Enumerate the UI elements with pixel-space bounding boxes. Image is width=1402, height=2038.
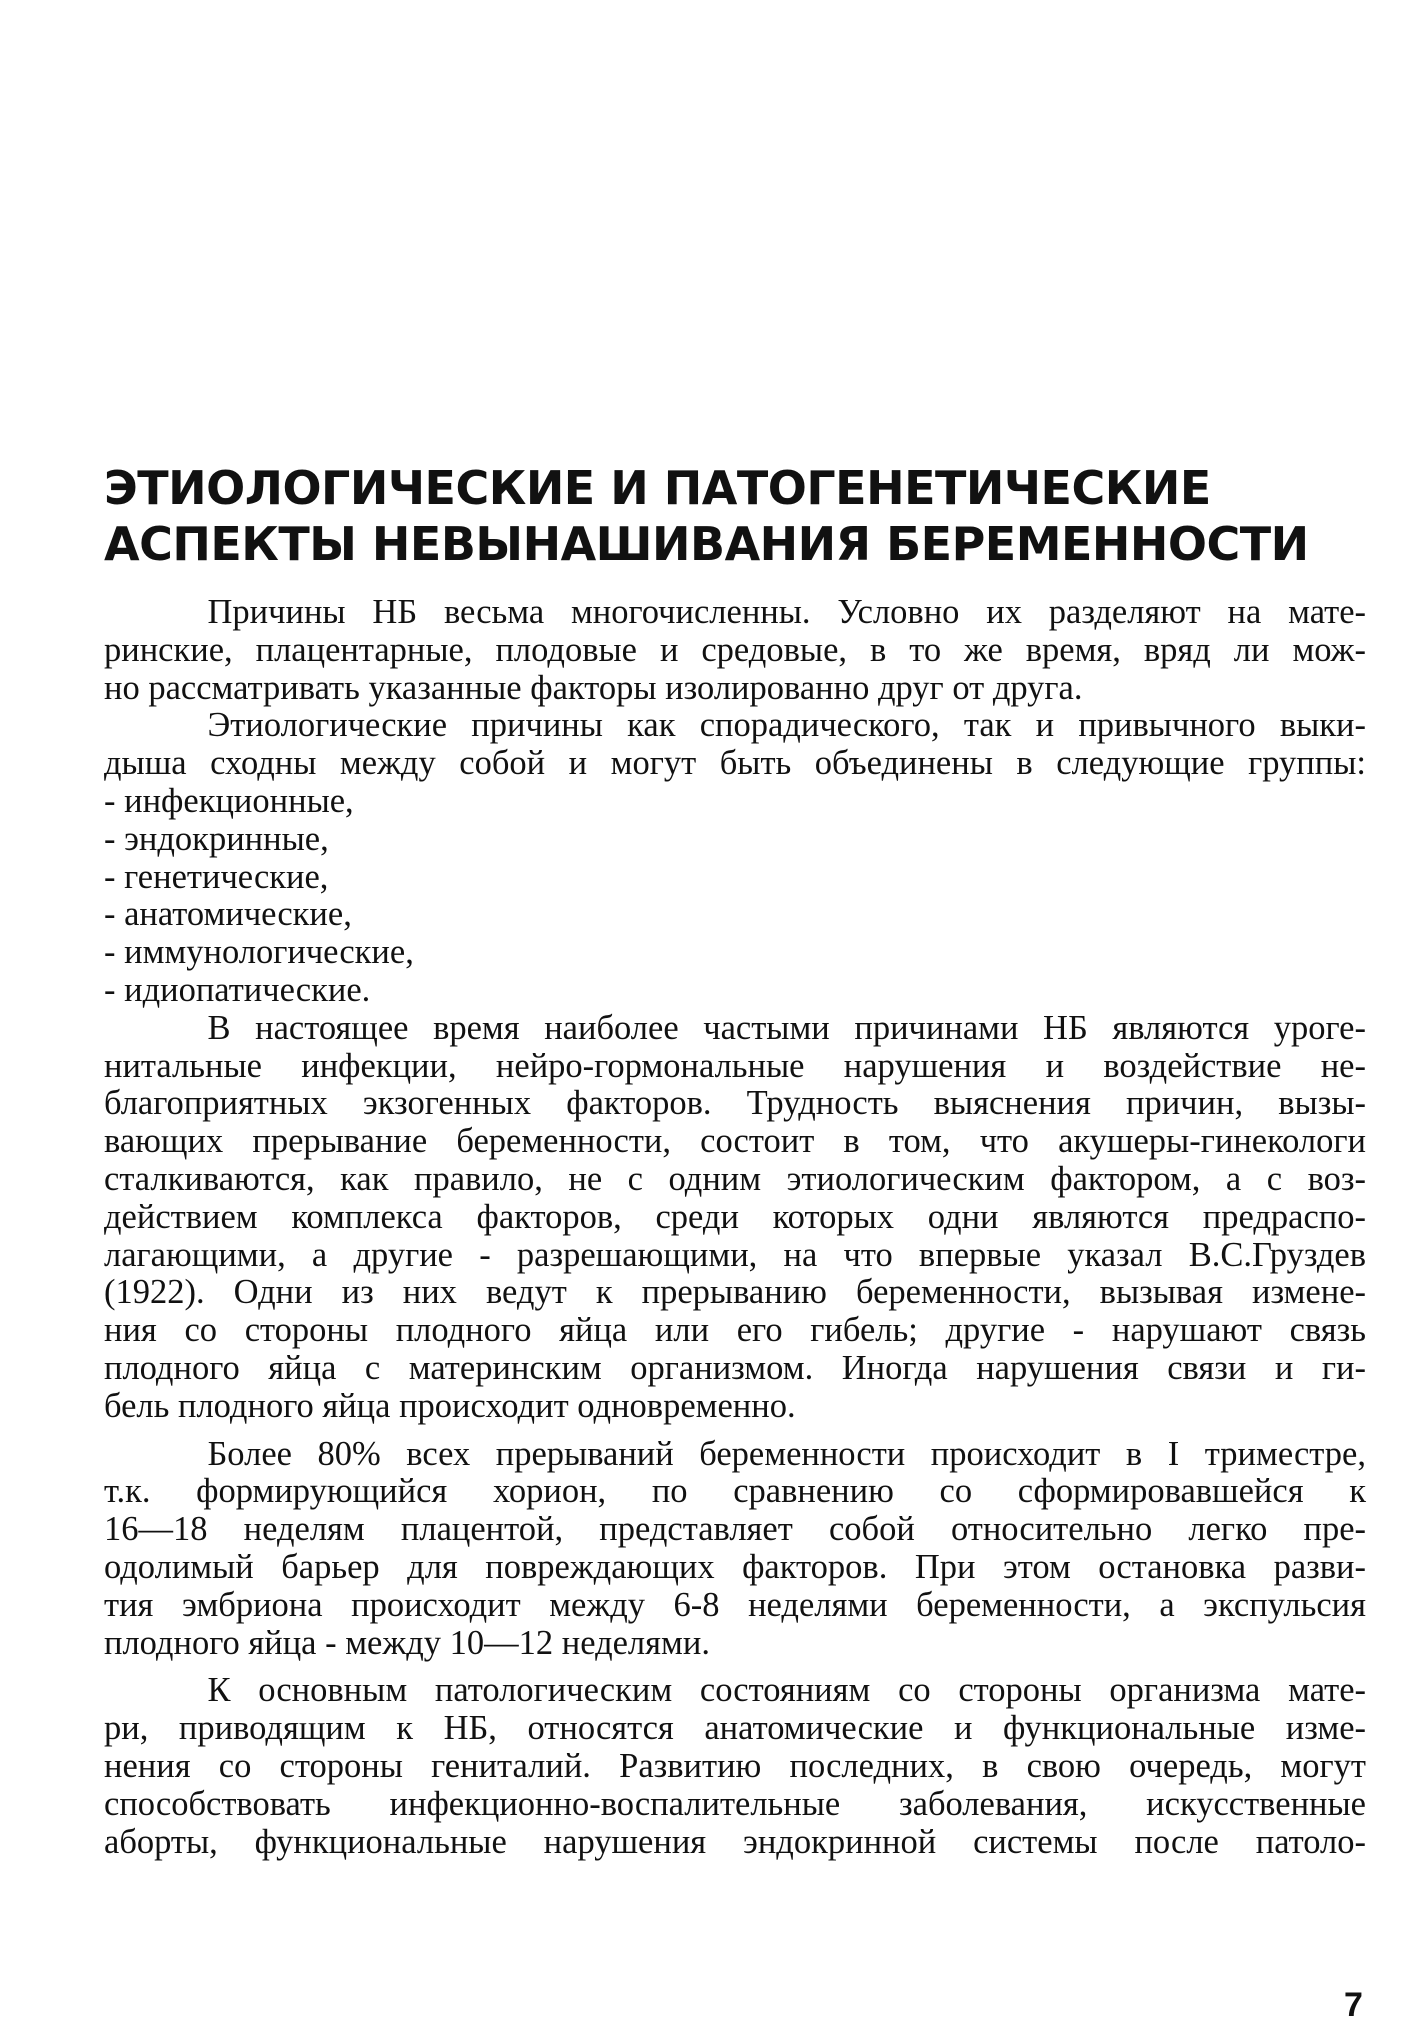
- paragraph-line: сталкиваются, как правило, не с одним этиологическим фактором, а с воз-: [104, 1159, 1366, 1198]
- etiology-list: [104, 783, 1366, 1010]
- chapter-heading: [104, 460, 1334, 572]
- list-item: - инфекционные,: [104, 781, 354, 820]
- chapter-heading-line-2: АСПЕКТЫ НЕВЫНАШИВАНИЯ БЕРЕМЕННОСТИ: [104, 517, 1309, 571]
- paragraph-etiology: [104, 707, 1366, 783]
- paragraph-line: но рассматривать указанные факторы изолированно друг от друга.: [104, 668, 1083, 707]
- paragraph-line: В настоящее время наиболее частыми причинами НБ являются уроге-: [207, 1008, 1366, 1047]
- paragraph-line: 16—18 неделям плацентой, представляет собой относительно легко пре-: [104, 1510, 1366, 1549]
- paragraph-maternal-conditions: [104, 1672, 1366, 1861]
- paragraph-line: нитальные инфекции, нейро-гормональные нарушения и воздействие не-: [104, 1046, 1366, 1085]
- paragraph-line: Этиологические причины как спорадического, так и привычного выки-: [207, 706, 1366, 745]
- paragraph-causes: [104, 594, 1366, 707]
- list-item: - анатомические,: [104, 895, 352, 934]
- paragraph-line: ния со стороны плодного яйца или его гибель; другие - нарушают связь: [104, 1311, 1366, 1350]
- paragraph-line: дыша сходны между собой и могут быть объединены в следующие группы:: [104, 744, 1366, 783]
- paragraph-line: вающих прерывание беременности, состоит в том, что акушеры-гинекологи: [104, 1122, 1366, 1161]
- paragraph-line: плодного яйца - между 10—12 неделями.: [104, 1623, 710, 1662]
- paragraph-line: нения со стороны гениталий. Развитию последних, в свою очередь, могут: [104, 1746, 1366, 1785]
- paragraph-line: лагающими, а другие - разрешающими, на что впервые указал В.С.Груздев: [104, 1235, 1366, 1274]
- paragraph-first-trimester: [104, 1436, 1366, 1663]
- paragraph-line: К основным патологическим состояниям со стороны организма мате-: [207, 1671, 1366, 1710]
- chapter-heading-line-1: ЭТИОЛОГИЧЕСКИЕ И ПАТОГЕНЕТИЧЕСКИЕ: [104, 461, 1211, 515]
- list-item: - идиопатические.: [104, 970, 371, 1009]
- list-item: - эндокринные,: [104, 819, 329, 858]
- paragraph-line: способствовать инфекционно-воспалительные заболевания, искусственные: [104, 1784, 1366, 1823]
- paragraph-line: аборты, функциональные нарушения эндокринной системы после патоло-: [104, 1822, 1366, 1861]
- paragraph-line: Причины НБ весьма многочисленны. Условно их разделяют на мате-: [207, 593, 1366, 631]
- paragraph-line: Более 80% всех прерываний беременности происходит в I триместре,: [207, 1434, 1366, 1473]
- paragraph-line: одолимый барьер для повреждающих факторов. При этом остановка разви-: [104, 1547, 1366, 1586]
- list-item: - генетические,: [104, 857, 329, 896]
- paragraph-line: т.к. формирующийся хорион, по сравнению со сформировавшейся к: [104, 1472, 1366, 1511]
- page-number: 7: [1344, 1986, 1363, 2024]
- paragraph-line: плодного яйца с материнским организмом. Иногда нарушения связи и ги-: [104, 1348, 1366, 1387]
- paragraph-line: благоприятных экзогенных факторов. Трудность выяснения причин, вызы-: [104, 1084, 1366, 1123]
- paragraph-line: тия эмбриона происходит между 6-8 неделями беременности, а экспульсия: [104, 1585, 1366, 1624]
- list-item: - иммунологические,: [104, 933, 414, 972]
- paragraph-line: бель плодного яйца происходит одновременно.: [104, 1386, 796, 1425]
- paragraph-current-causes: [104, 1010, 1366, 1426]
- paragraph-line: ри, приводящим к НБ, относятся анатомические и функциональные изме-: [104, 1709, 1366, 1748]
- paragraph-line: ринские, плацентарные, плодовые и средовые, в то же время, вряд ли мож-: [104, 630, 1366, 669]
- paragraph-line: действием комплекса факторов, среди которых одни являются предраспо-: [104, 1197, 1366, 1236]
- body-text: [104, 594, 1366, 1861]
- paragraph-line: (1922). Одни из них ведут к прерыванию беременности, вызывая измене-: [104, 1273, 1366, 1312]
